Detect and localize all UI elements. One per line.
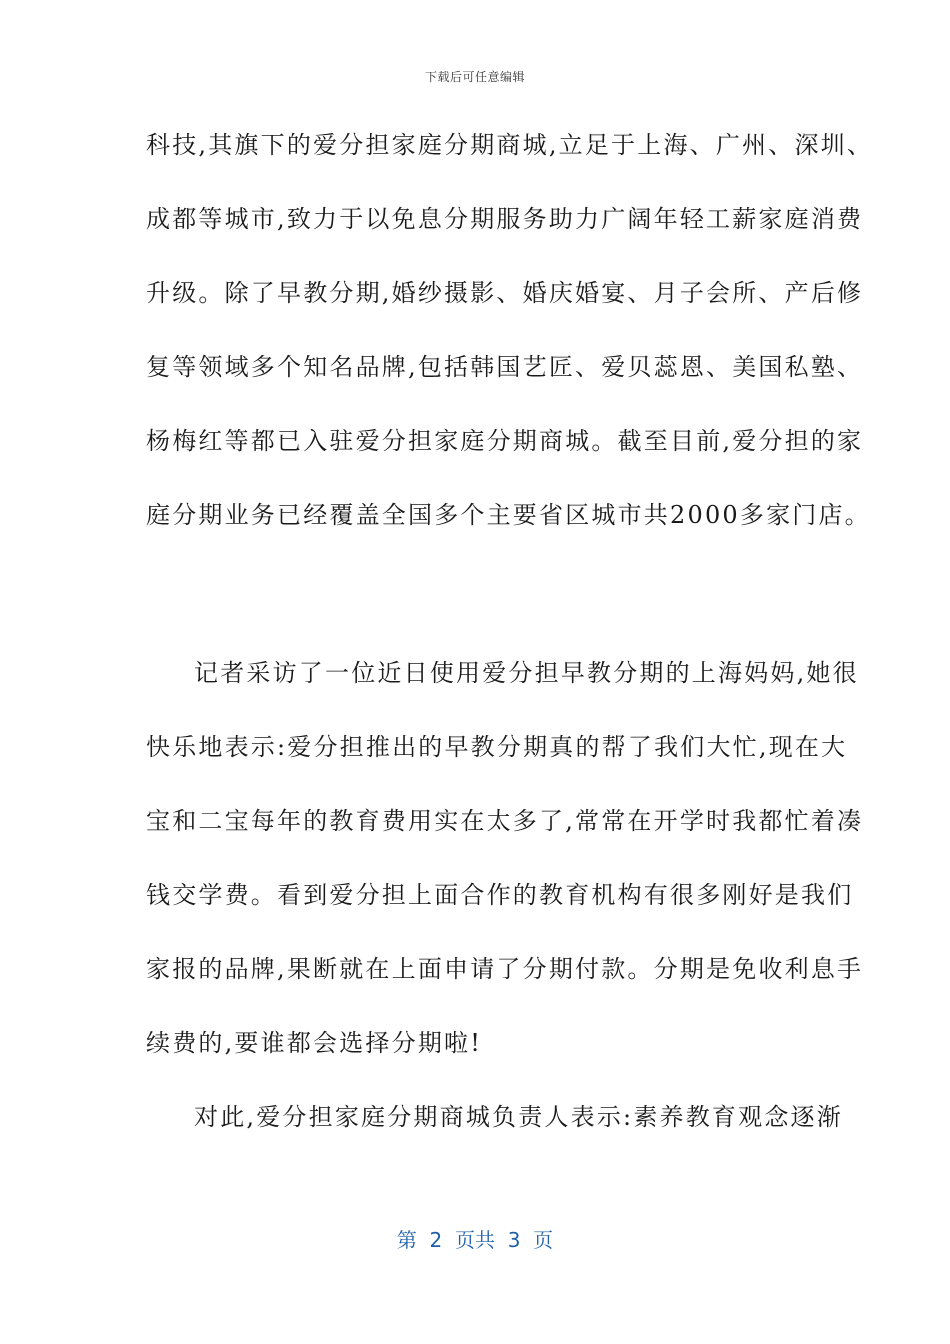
text-line: 杨梅红等都已入驻爱分担家庭分期商城。截至目前,爱分担的家 bbox=[146, 427, 864, 455]
text-line: 钱交学费。看到爱分担上面合作的教育机构有很多刚好是我们 bbox=[146, 881, 854, 909]
page-number-footer: 第 2 页共 3 页 bbox=[396, 1228, 554, 1252]
text-line: 升级。除了早教分期,婚纱摄影、婚庆婚宴、月子会所、产后修 bbox=[146, 279, 864, 307]
text-line: 对此,爱分担家庭分期商城负责人表示:素养教育观念逐渐 bbox=[194, 1103, 843, 1131]
text-line: 续费的,要谁都会选择分期啦! bbox=[146, 1029, 483, 1057]
text-line: 家报的品牌,果断就在上面申请了分期付款。分期是免收利息手 bbox=[146, 955, 864, 983]
text-line: 成都等城市,致力于以免息分期服务助力广阔年轻工薪家庭消费 bbox=[146, 205, 864, 233]
text-line: 记者采访了一位近日使用爱分担早教分期的上海妈妈,她很 bbox=[194, 659, 859, 687]
text-line: 科技,其旗下的爱分担家庭分期商城,立足于上海、广州、深圳、 bbox=[146, 131, 874, 159]
text-line: 复等领域多个知名品牌,包括韩国艺匠、爱贝蕊恩、美国私塾、 bbox=[146, 353, 864, 381]
document-body bbox=[146, 122, 874, 1168]
text-line: 庭分期业务已经覆盖全国多个主要省区城市共2000多家门店。 bbox=[146, 501, 871, 529]
text-line: 宝和二宝每年的教育费用实在太多了,常常在开学时我都忙着凑 bbox=[146, 807, 864, 835]
page-header-note: 下载后可任意编辑 bbox=[424, 70, 525, 84]
paragraph-spacer bbox=[146, 566, 810, 650]
text-line: 快乐地表示:爱分担推出的早教分期真的帮了我们大忙,现在大 bbox=[146, 733, 848, 761]
